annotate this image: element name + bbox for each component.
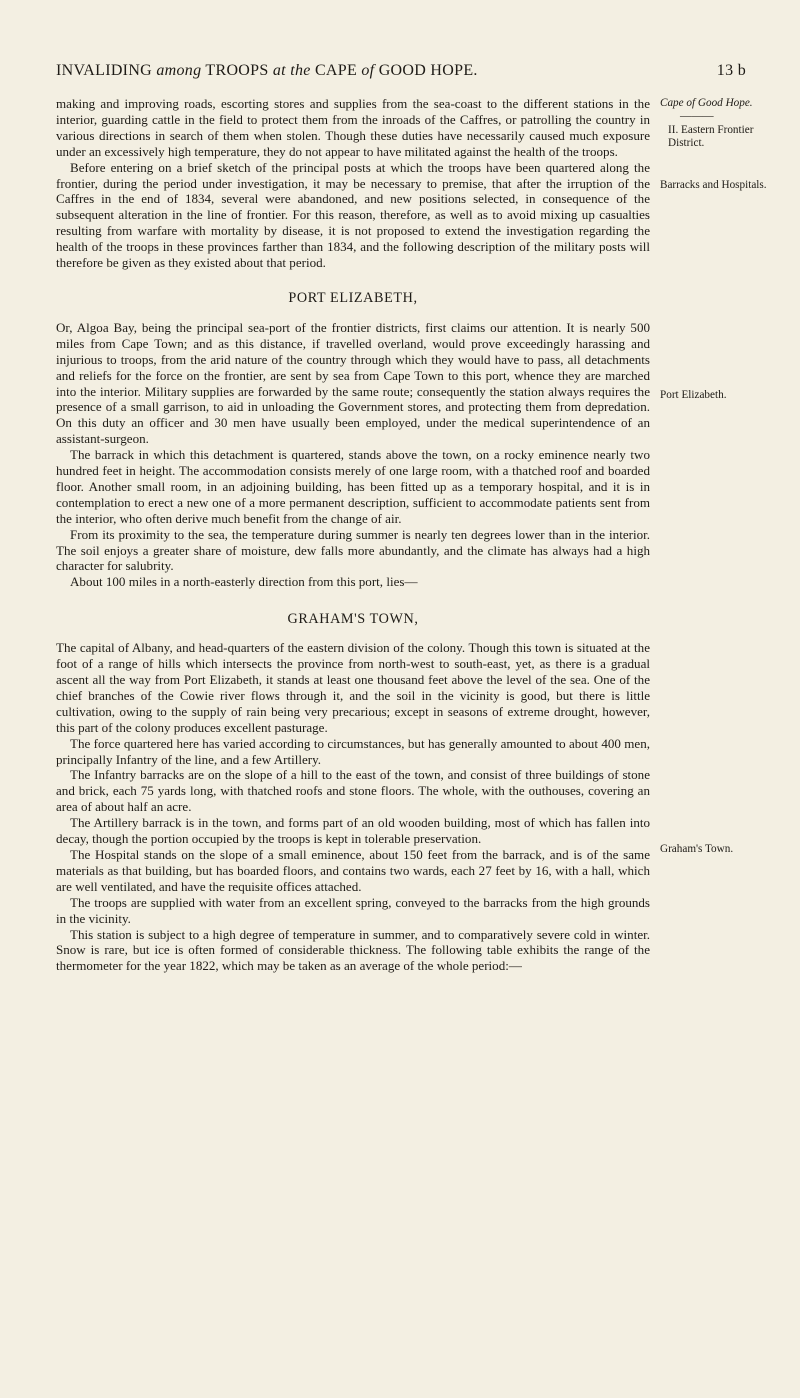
margin-note-cape-text: Cape of Good Hope.	[660, 97, 753, 109]
running-title-italic: at the	[272, 62, 311, 79]
paragraph: The barrack in which this detachment is quartered, stands above the town, on a rocky eminence nearly two hundred feet in height. The accommodation consists merely of one large room, with a thatched roof and boarded floor. Another small room, in an adjoining building, has been fitted up as a temporary hospital, and it is in contemplation to erect a new one of a more permanent description, sufficient to accommodate patients sent from the interior, who often derive much benefit from the change of air.	[56, 447, 650, 526]
margin-note-barracks: Barracks and Hospitals.	[660, 179, 767, 191]
running-title-part: INVALIDING	[56, 62, 157, 79]
paragraph: The Infantry barracks are on the slope of a hill to the east of the town, and consist of three buildings of stone and brick, each 75 yards long, with thatched roofs and stone floors. The whole, with the outhouses, covering an area of about half an acre.	[56, 767, 650, 815]
section-heading-grahams-town: GRAHAM'S TOWN,	[287, 611, 419, 628]
margin-note-district: II. Eastern Frontier District.	[668, 124, 754, 149]
page-number: 13 b	[716, 62, 746, 79]
paragraph: The capital of Albany, and head-quarters of the eastern division of the colony. Though this town is situated at the foot of a range of hills which intersects the province from north-west to south-east, yet, as there is a gradual ascent all the way from Port Elizabeth, it stands at least one thousand feet above the level of the sea. One of the chief branches of the Cowie river flows through it, and the soil in the vicinity is good, but there is little cultivation, owing to the supply of rain being very precarious; except in seasons of extreme drought, however, this part of the colony produces excellent pasturage.	[56, 640, 650, 735]
running-title-part: TROOPS	[201, 62, 273, 79]
paragraph: Or, Algoa Bay, being the principal sea-port of the frontier districts, first claims our attention. It is nearly 500 miles from Cape Town; and as this distance, if travelled overland, would prove exceedingly harassing and injurious to troops, from the arid nature of the country through which they would have to pass, all detachments and reliefs for the force on the frontier, are sent by sea from Cape Town to this port, whence they are marched into the interior. Military supplies are forwarded by the same route; consequently the station always requires the presence of a small garrison, to aid in unloading the Government stores, and protecting them from depredation. On this duty an officer and 30 men have usually been employed, under the medical superintendence of an assistant-surgeon.	[56, 319, 650, 447]
paragraph: The Artillery barrack is in the town, and forms part of an old wooden building, most of which has fallen into decay, though the portion occupied by the troops is kept in tolerable preservation.	[56, 815, 650, 847]
running-title-italic: among	[156, 62, 202, 79]
running-title-italic: of	[361, 62, 375, 79]
spacer	[56, 271, 650, 291]
margin-note-grahams-town: Graham's Town.	[660, 843, 734, 855]
paragraph: Before entering on a brief sketch of the principal posts at which the troops have been quartered along the frontier, during the period under investigation, it may be necessary to premise, that after the irruption of the Caffres in the end of 1834, several were abandoned, and new positions selected, in consequence of the subsequent alteration in the line of frontier. For this reason, therefore, as well as to avoid mixing up casualties resulting from warfare with mortality by disease, it is not proposed to extend the investigation regarding the health of the troops in these provinces farther than 1834, and the following description of the military posts will therefore be given as they existed about that period.	[56, 159, 650, 271]
margin-note-port-elizabeth: Port Elizabeth.	[660, 389, 727, 401]
paragraph: From its proximity to the sea, the temperature during summer is nearly ten degrees lower than in the interior. The soil enjoys a greater share of moisture, dew falls more abundantly, and the climate has always had a high character for salubrity.	[56, 526, 650, 574]
paragraph: The force quartered here has varied according to circumstances, but has generally amounted to about 400 men, principally Infantry of the line, and a few Artillery.	[56, 735, 650, 767]
paragraph: The troops are supplied with water from an excellent spring, conveyed to the barracks from the high grounds in the vicinity.	[56, 894, 650, 926]
running-head	[56, 62, 746, 80]
spacer	[56, 307, 650, 320]
body-text	[56, 96, 650, 974]
running-title-part: CAPE	[310, 62, 362, 79]
running-title-part: GOOD HOPE.	[374, 62, 478, 79]
paragraph: About 100 miles in a north-easterly direction from this port, lies—	[70, 574, 418, 590]
margin-note-cape	[660, 97, 790, 110]
paragraph: This station is subject to a high degree of temperature in summer, and to comparatively severe cold in winter. Snow is rare, but ice is often formed of considerable thickness. The following table exhibits the range of the thermometer for the year 1822, which may be taken as an average of the whole period:—	[56, 926, 650, 974]
spacer	[56, 628, 650, 640]
paragraph: making and improving roads, escorting stores and supplies from the sea-coast to the different stations in the interior, guarding cattle in the field to protect them from the inroads of the Caffres, or patrolling the country in various directions in search of them when stolen. Though these duties have necessarily caused much exposure under an excessively high temperature, they do not appear to have militated against the health of the troops.	[56, 96, 650, 159]
spacer	[56, 590, 650, 612]
margin-note-dash: ———	[680, 110, 714, 122]
running-title	[56, 62, 478, 79]
paragraph: The Hospital stands on the slope of a small eminence, about 150 feet from the barrack, and is of the same materials as that building, but has boarded floors, and contains two wards, each 27 feet by 16, with a hall, which are well ventilated, and have the requisite offices attached.	[56, 846, 650, 894]
section-heading-port-elizabeth: PORT ELIZABETH,	[288, 289, 418, 306]
